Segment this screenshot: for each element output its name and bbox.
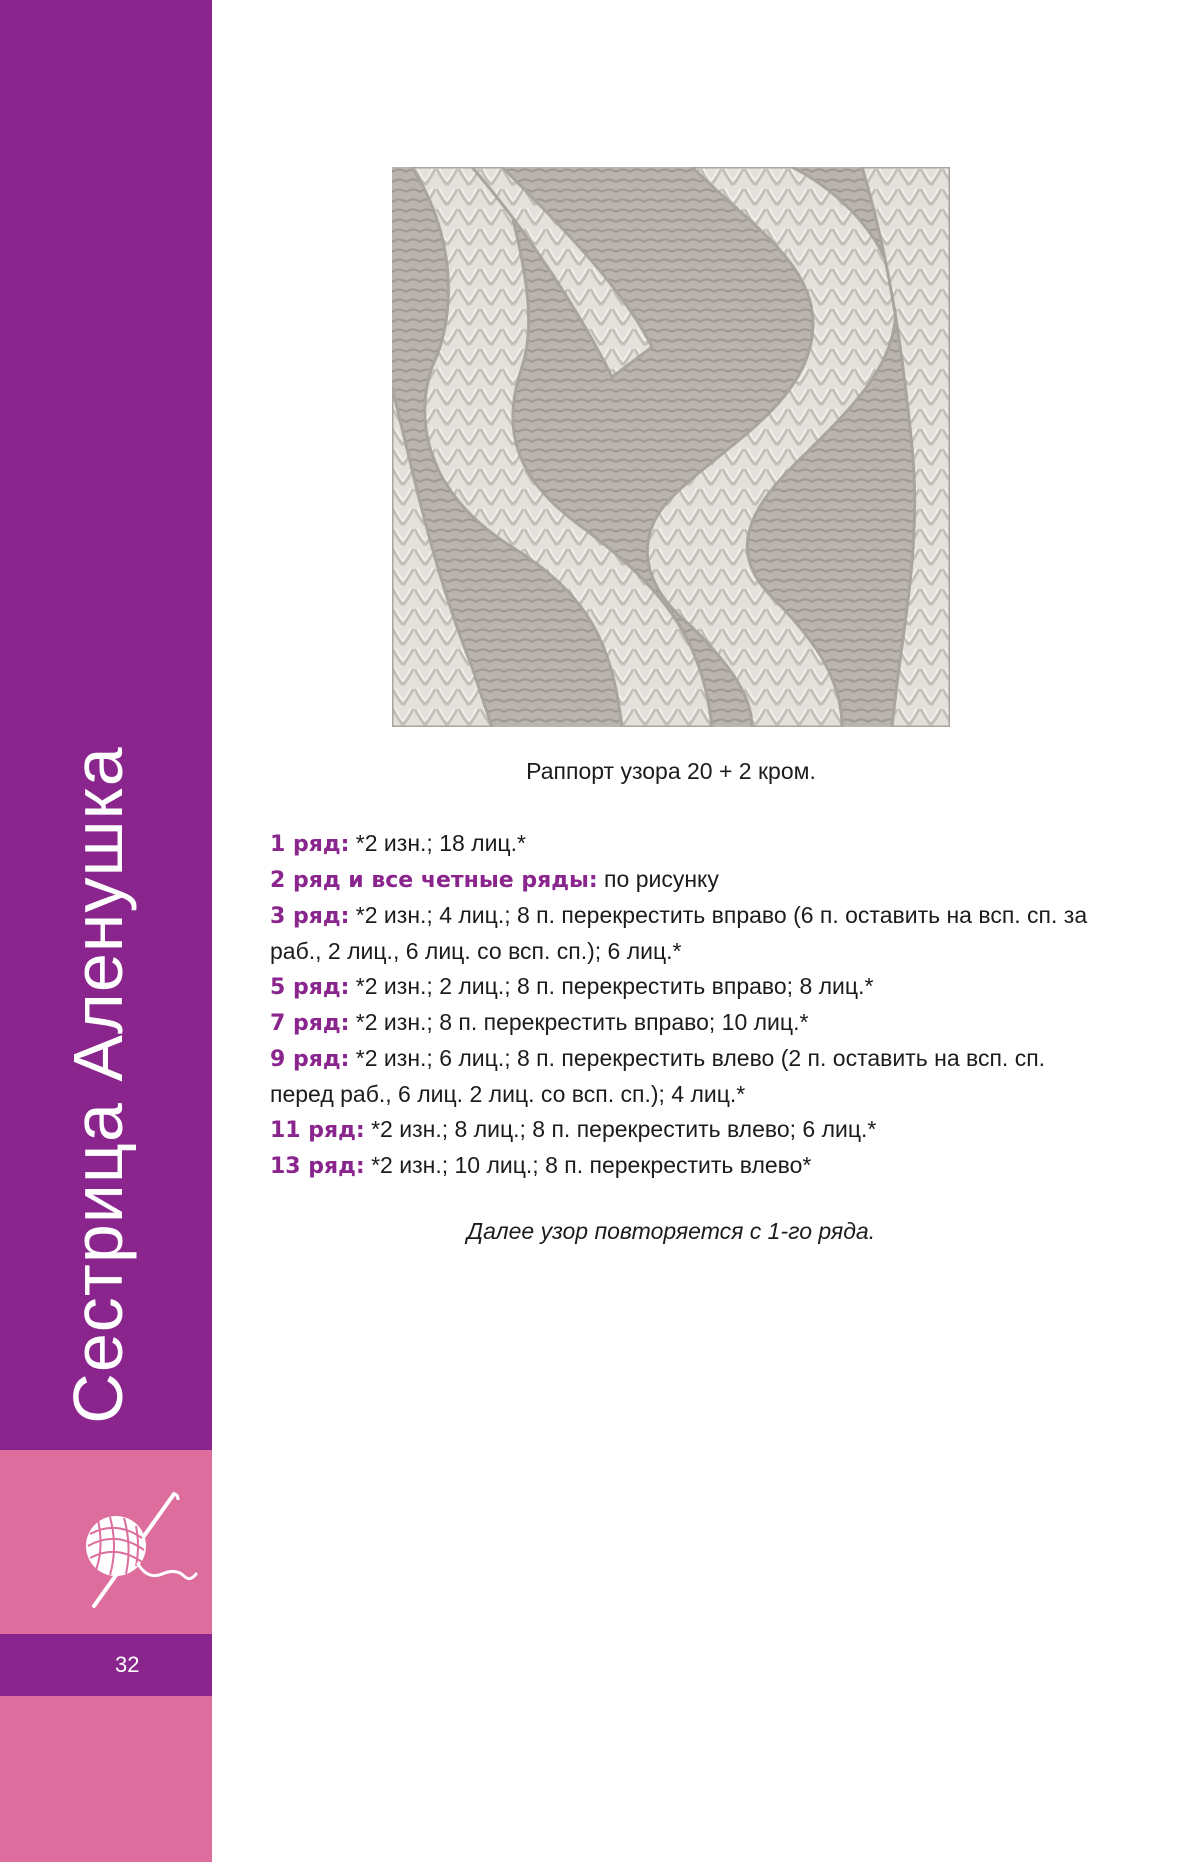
yarn-ball-icon-graphic — [76, 1490, 200, 1614]
row-instruction — [270, 1148, 1100, 1184]
row-text: *2 изн.; 6 лиц.; 8 п. перекрестить влево (2 п. оставить на всп. сп. перед раб., 6 лиц. 2 лиц. со всп. сп.); 4 лиц.* — [270, 1045, 1046, 1107]
pattern-title: Сестрица Аленушка — [59, 746, 137, 1424]
row-label: 7 ряд: — [270, 1011, 350, 1036]
row-label: 5 ряд: — [270, 975, 350, 1000]
row-instruction — [270, 969, 1100, 1005]
knitted-cable-pattern-photo — [392, 167, 950, 727]
pattern-repeat-caption: Раппорт узора 20 + 2 кром. — [526, 758, 816, 784]
repeat-note: Далее узор повторяется с 1-го ряда. — [466, 1218, 876, 1244]
row-text: *2 изн.; 18 лиц.* — [349, 830, 526, 856]
row-label: 1 ряд: — [270, 832, 350, 857]
row-text: *2 изн.; 8 п. перекрестить вправо; 10 лиц.* — [349, 1009, 809, 1035]
row-label: 2 ряд и все четные ряды: — [270, 868, 598, 893]
row-instruction — [270, 898, 1100, 969]
row-label: 3 ряд: — [270, 904, 350, 929]
row-label: 11 ряд: — [270, 1118, 365, 1143]
row-instructions-list — [270, 826, 1100, 1184]
row-instruction — [270, 1041, 1100, 1112]
row-instruction — [270, 1005, 1100, 1041]
row-instruction — [270, 862, 1100, 898]
row-instruction — [270, 826, 1100, 862]
row-label: 9 ряд: — [270, 1047, 350, 1072]
row-text: *2 изн.; 8 лиц.; 8 п. перекрестить влево; 6 лиц.* — [364, 1116, 877, 1142]
row-text: *2 изн.; 2 лиц.; 8 п. перекрестить вправо; 8 лиц.* — [349, 973, 874, 999]
row-instruction — [270, 1112, 1100, 1148]
row-label: 13 ряд: — [270, 1154, 365, 1179]
row-text: *2 изн.; 10 лиц.; 8 п. перекрестить влево* — [364, 1152, 812, 1178]
row-text: по рисунку — [597, 866, 719, 892]
knit-texture-illustration — [392, 167, 950, 727]
row-text: *2 изн.; 4 лиц.; 8 п. перекрестить вправо (6 п. оставить на всп. сп. за раб., 2 лиц., 6 лиц. со всп. сп.); 6 лиц.* — [270, 902, 1088, 964]
page-number: 32 — [115, 1652, 140, 1677]
yarn-ball-icon — [76, 1490, 200, 1614]
